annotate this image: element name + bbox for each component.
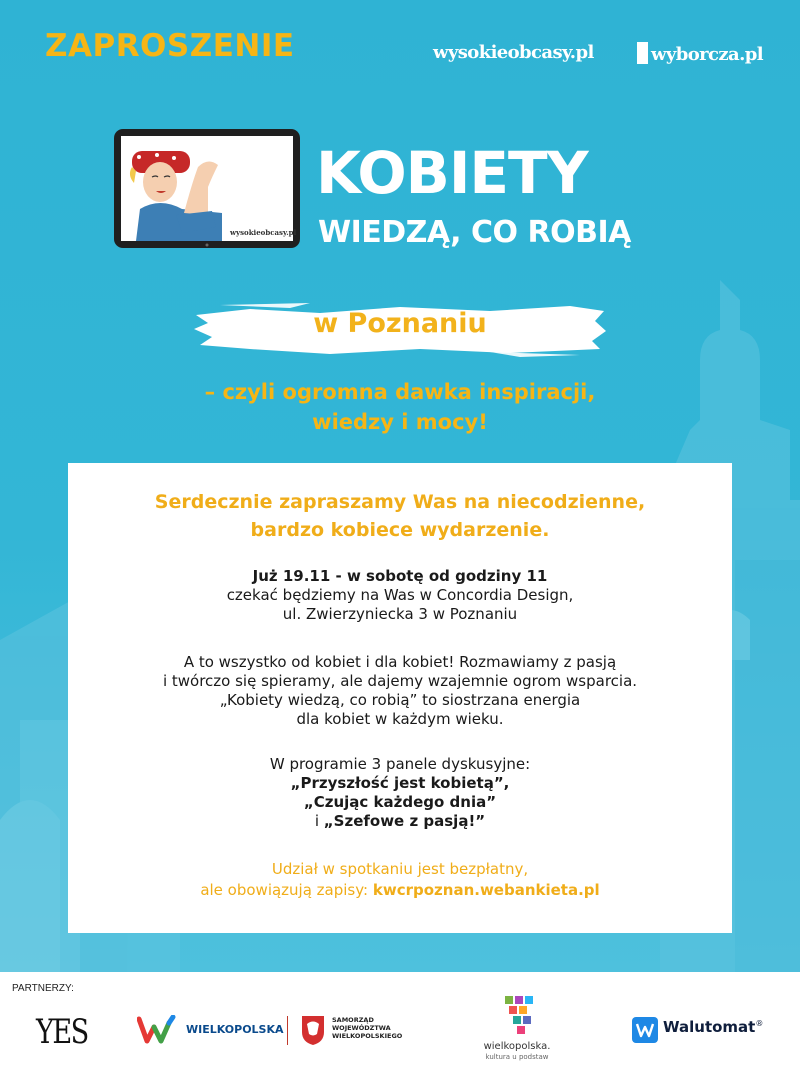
event-tagline [0,377,800,437]
description-line-4: dla kobiet w każdym wieku. [296,710,504,728]
program-list [68,755,732,831]
samorzad-line-3: WIELKOPOLSKIEGO [332,1032,403,1040]
culture-logo-icon [503,994,537,1036]
invitation-tag: ZAPROSZENIE [45,28,295,64]
walutomat-logo [663,1018,763,1036]
partner-divider [287,1016,288,1045]
walutomat-trademark: ® [755,1019,764,1028]
venue-line-1: czekać będziemy na Was w Concordia Design, [226,586,574,604]
registration-note [68,859,732,901]
panel-3: „Szefowe z pasją!” [323,812,486,830]
event-subtitle: WIEDZĄ, CO ROBIĄ [318,215,631,250]
invitation-card [68,463,732,933]
yes-logo: YES [36,1012,88,1052]
event-details [68,567,732,624]
walutomat-text: Walutomat [663,1018,756,1036]
panel-3-prefix: i [314,812,320,830]
venue-address: ul. Zwierzyniecka 3 w Poznaniu [282,605,518,623]
lead-line-1: Serdecznie zapraszamy Was na niecodzienne, [154,491,646,513]
walutomat-w-icon [632,1017,658,1043]
wyborcza-logo [637,42,763,65]
tagline-line-2: wiedzy i mocy! [312,410,488,434]
panel-2: „Czując każdego dnia” [303,793,497,811]
description-line-3: „Kobiety wiedzą, co robią” to siostrzana energia [219,691,581,709]
note-line-1: Udział w spotkaniu jest bezpłatny, [271,860,529,878]
samorzad-line-1: SAMORZĄD [332,1016,374,1024]
laptop-brand-text: wysokieobcasy.pl [230,228,297,237]
culture-line-2: kultura u podstaw [485,1053,549,1061]
coat-of-arms-icon [300,1014,326,1046]
card-lead [68,488,732,544]
wyborcza-logo-text: wyborcza.pl [651,44,763,65]
note-line-2-prefix: ale obowiązują zapisy: [200,881,369,899]
laptop-icon [112,127,302,250]
wielkopolska-logo-text: WIELKOPOLSKA [186,1023,284,1036]
samorzad-line-2: WOJEWÓDZTWA [332,1024,391,1032]
description-line-2: i twórczo się spieramy, ale dajemy wzajemnie ogrom wsparcia. [162,672,638,690]
culture-logo-text [451,1041,583,1063]
event-title: KOBIETY [316,139,588,207]
event-description [68,653,732,729]
wysokie-obcasy-logo: wysokieobcasy.pl [433,42,594,63]
wyborcza-square-icon [637,42,648,64]
lead-line-2: bardzo kobiece wydarzenie. [250,519,550,541]
event-date: Już 19.11 - w sobotę od godziny 11 [252,567,548,585]
partners-label: PARTNERZY: [12,983,74,994]
partners-footer [0,972,800,1081]
panel-1: „Przyszłość jest kobietą”, [290,774,510,792]
samorzad-logo-text [332,1016,402,1040]
wielkopolska-w-logo [137,1015,181,1045]
description-line-1: A to wszystko od kobiet i dla kobiet! Rozmawiamy z pasją [183,653,617,671]
culture-line-1: wielkopolska. [483,1041,551,1052]
event-city: w Poznaniu [313,308,487,339]
registration-link[interactable]: kwcrpoznan.webankieta.pl [372,881,600,899]
tagline-line-1: – czyli ogromna dawka inspiracji, [204,380,596,404]
program-intro: W programie 3 panele dyskusyjne: [269,755,531,773]
